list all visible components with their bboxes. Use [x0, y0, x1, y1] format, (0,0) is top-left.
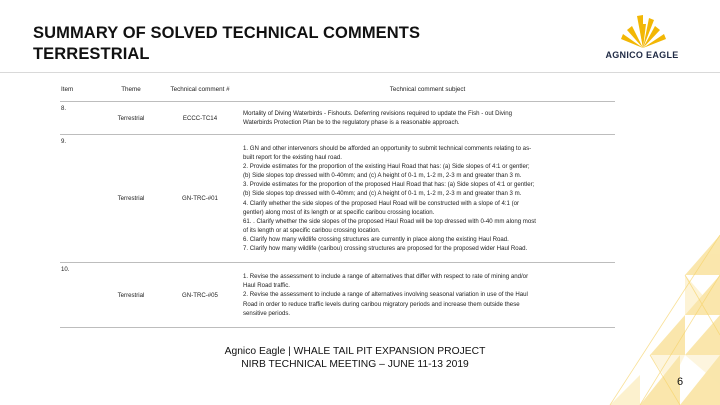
subject-line: Waterbirds Protection Plan be to the regulatory phase is a reasonable approach. — [243, 119, 460, 126]
subject-line: 7. Clarify how many wildlife (caribou) crossing structures are proposed for the proposed wider Haul Road. — [243, 244, 528, 252]
cell-item: 10. — [60, 263, 102, 328]
cell-theme: Terrestrial — [102, 135, 160, 263]
cell-theme: Terrestrial — [102, 102, 160, 135]
decorative-triangle-pattern — [520, 215, 720, 405]
subject-line: 2. Provide estimates for the proportion of the existing Haul Road that has: (a) Side slopes of 4:1 or gentler; — [243, 163, 530, 171]
footer-line-1: Agnico Eagle | WHALE TAIL PIT EXPANSION PROJECT — [224, 346, 486, 357]
subject-line: Haul Road traffic. — [243, 282, 290, 290]
subject-line: 6. Clarify how many wildlife crossing structures are currently in place along the existing Haul Road. — [243, 235, 509, 243]
subject-line: 3. Provide estimates for the proportion of the proposed Haul Road that has: (a) Side slopes of 4:1 or gentler; — [243, 181, 535, 189]
subject-line: built report for the existing haul road. — [243, 154, 342, 162]
cell-item: 8. — [60, 102, 102, 135]
subject-line: (b) Side slopes top dressed with 0-40mm; and (c) A height of 0-1 m, 1-2 m, 2-3 m and greater than 3 m. — [243, 172, 522, 180]
cell-comment-subject — [240, 102, 615, 135]
page-title-line-1: SUMMARY OF SOLVED TECHNICAL COMMENTS — [33, 24, 421, 42]
logo-wordmark: AGNICO EAGLE — [605, 50, 679, 60]
column-header-theme: Theme — [102, 77, 160, 102]
column-header-item: Item — [60, 77, 102, 102]
page-title — [33, 23, 503, 65]
subject-line: 61. . Clarify whether the side slopes of the proposed Haul Road will be top dressed with 0-40 mm along most — [243, 217, 536, 225]
subject-line: sensitive periods. — [243, 309, 291, 317]
table-row — [60, 102, 615, 135]
subject-line: (b) Side slopes top dressed with 0-40mm; and (c) A height of 0-1 m, 1-2 m, 2-3 m and greater than 3 m. — [243, 190, 522, 198]
cell-item: 9. — [60, 135, 102, 263]
cell-comment-number: GN-TRC-#05 — [160, 263, 240, 328]
subject-line: 4. Clarify whether the side slopes of the proposed Haul Road will be constructed with a slope of 4:1 (or — [243, 199, 520, 207]
subject-line: 2. Revise the assessment to include a range of alternatives involving seasonal variation in use of the Haul — [243, 291, 528, 299]
cell-theme: Terrestrial — [102, 263, 160, 328]
cell-comment-number: ECCC-TC14 — [160, 102, 240, 135]
page-title-line-2: TERRESTRIAL — [33, 45, 150, 63]
footer — [170, 345, 540, 371]
subject-line: 1. GN and other intervenors should be afforded an opportunity to submit technical comments relating to as- — [243, 144, 532, 152]
subject-line: Mortality of Diving Waterbirds - Fishouts. Deferring revisions required to update the Fish - out Diving — [243, 109, 513, 117]
subject-line: Road in order to reduce traffic levels during caribou migratory periods and increase them outside these — [243, 300, 520, 308]
subject-line: of its length or at specific caribou crossing location. — [243, 226, 381, 234]
column-header-comment-subject: Technical comment subject — [240, 77, 615, 102]
subject-line: gentler) along most of its length or at specific caribou crossing location. — [243, 208, 435, 216]
table-header-row — [60, 77, 615, 102]
title-divider — [0, 72, 720, 73]
cell-comment-number: GN-TRC-#01 — [160, 135, 240, 263]
column-header-comment-number: Technical comment # — [160, 77, 240, 102]
subject-line: 1. Revise the assessment to include a range of alternatives that differ with respect to rate of mining and/or — [243, 273, 529, 281]
agnico-eagle-logo — [597, 14, 687, 66]
footer-line-2: NIRB TECHNICAL MEETING – JUNE 11-13 2019 — [241, 359, 469, 370]
sun-burst-icon — [597, 14, 687, 50]
page-number: 6 — [676, 376, 684, 388]
